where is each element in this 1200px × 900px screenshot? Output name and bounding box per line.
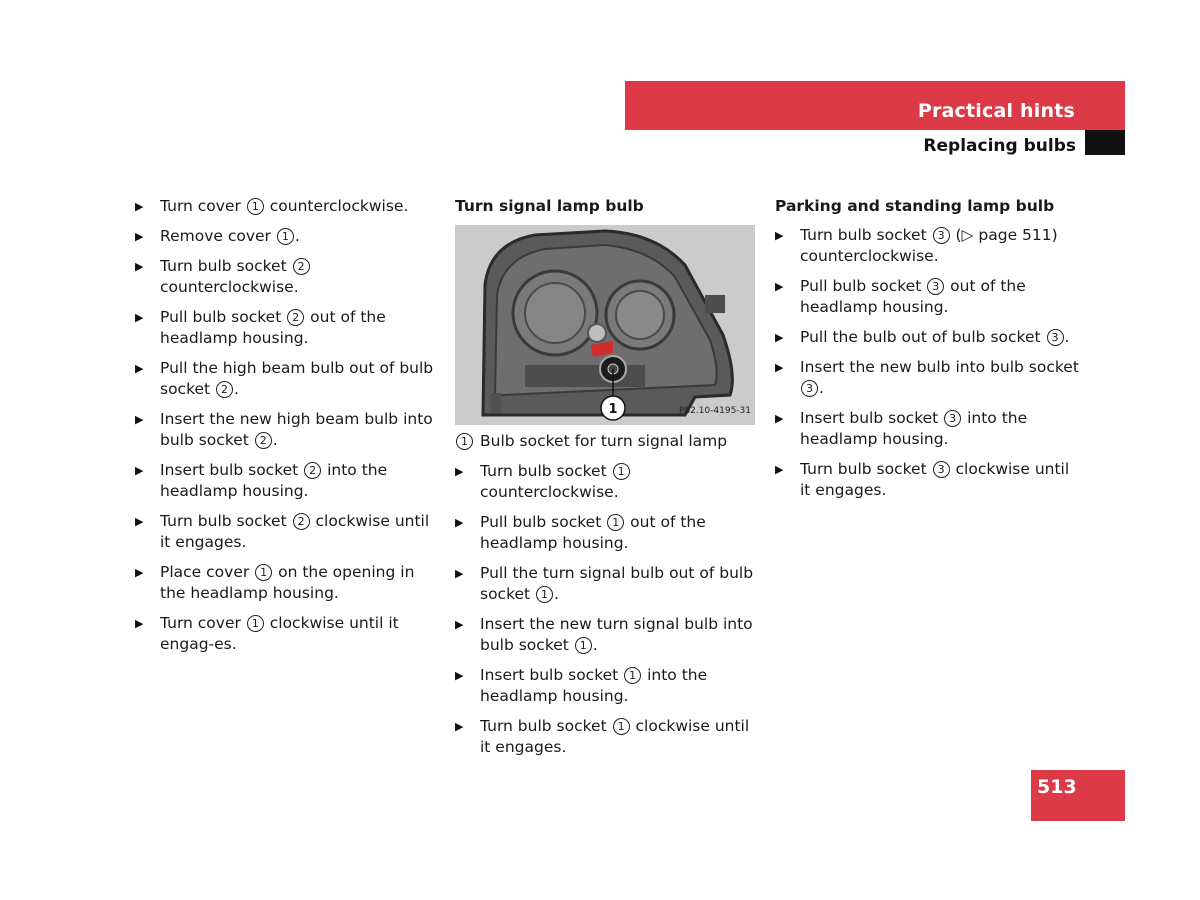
step-text-after: .: [272, 431, 278, 449]
step-text-before: Turn bulb socket: [160, 257, 292, 275]
step-text-after: clockwise until it engages.: [160, 512, 430, 551]
step-text-after: clockwise until it engages.: [800, 460, 1070, 499]
step-text-after: .: [819, 379, 824, 397]
step-text: [480, 461, 760, 503]
page-number-box: [1031, 770, 1125, 821]
step-item: [775, 327, 1080, 348]
step-text-after: .: [234, 380, 239, 398]
bullet-arrow-icon: ▶: [775, 463, 784, 476]
step-text: [160, 613, 440, 655]
caption-ref: 1: [456, 433, 473, 450]
ref-number: 1: [624, 667, 641, 684]
step-text-before: Turn bulb socket: [800, 460, 932, 478]
bullet-arrow-icon: ▶: [455, 618, 464, 631]
step-text-before: Pull bulb socket: [480, 513, 607, 531]
step-text-after: on the opening in the headlamp housing.: [160, 563, 415, 602]
bullet-arrow-icon: ▶: [455, 465, 464, 478]
section-title: Practical hints: [917, 100, 1075, 122]
ref-number: 3: [927, 278, 944, 295]
step-item: [775, 276, 1080, 318]
step-item: [775, 408, 1080, 450]
step-text-after: into the headlamp housing.: [160, 461, 388, 500]
step-text-before: Turn cover: [160, 614, 246, 632]
headlamp-illustration: [455, 225, 755, 425]
column-2: [455, 196, 760, 767]
bullet-arrow-icon: ▶: [455, 720, 464, 733]
ref-number: 3: [933, 227, 950, 244]
turn-signal-heading: Turn signal lamp bulb: [455, 197, 644, 215]
bullet-arrow-icon: ▶: [455, 567, 464, 580]
parking-lamp-heading: Parking and standing lamp bulb: [775, 197, 1055, 215]
ref-number: 1: [575, 637, 592, 654]
ref-number: 2: [255, 432, 272, 449]
step-item: [135, 226, 440, 247]
bullet-arrow-icon: ▶: [135, 362, 144, 375]
bullet-arrow-icon: ▶: [455, 516, 464, 529]
step-text: [160, 511, 440, 553]
step-text-after: clockwise until it engag-es.: [160, 614, 399, 653]
step-text: [480, 512, 760, 554]
bullet-arrow-icon: ▶: [135, 260, 144, 273]
bullet-arrow-icon: ▶: [135, 200, 144, 213]
step-list: [135, 196, 440, 655]
step-text-before: Turn bulb socket: [160, 512, 292, 530]
step-text-after: clockwise until it engages.: [480, 717, 750, 756]
step-item: [775, 459, 1080, 501]
ref-number: 2: [216, 381, 233, 398]
step-text-after: .: [1064, 328, 1070, 346]
step-text-after: out of the headlamp housing.: [160, 308, 386, 347]
figure-callout: 1: [608, 402, 618, 417]
step-text-before: Turn bulb socket: [480, 717, 612, 735]
step-text: [800, 276, 1080, 318]
step-text: [160, 196, 408, 217]
bullet-arrow-icon: ▶: [135, 464, 144, 477]
ref-number: 3: [944, 410, 961, 427]
step-text-before: Pull the bulb out of bulb socket: [800, 328, 1046, 346]
step-text: [160, 307, 440, 349]
step-text: [160, 256, 440, 298]
step-item: [135, 358, 440, 400]
step-text: [160, 226, 300, 247]
step-text-before: Insert the new turn signal bulb into bulb socket: [480, 615, 753, 654]
bullet-arrow-icon: ▶: [135, 515, 144, 528]
ref-number: 1: [247, 198, 264, 215]
ref-number: 1: [255, 564, 272, 581]
bullet-arrow-icon: ▶: [135, 617, 144, 630]
ref-number: 1: [613, 463, 630, 480]
step-text: [800, 225, 1080, 267]
step-text-before: Turn cover: [160, 197, 246, 215]
bullet-arrow-icon: ▶: [775, 229, 784, 242]
step-text-after: out of the headlamp housing.: [800, 277, 1026, 316]
step-text-after: .: [294, 227, 300, 245]
step-text-before: Turn bulb socket: [800, 226, 932, 244]
ref-number: 2: [293, 258, 310, 275]
step-item: [775, 357, 1080, 399]
step-item: [135, 460, 440, 502]
column-1: [135, 196, 440, 664]
step-item: [135, 307, 440, 349]
step-text: [800, 327, 1069, 348]
step-text-before: Insert the new high beam bulb into bulb socket: [160, 410, 433, 449]
step-text: [160, 409, 440, 451]
step-text: [800, 357, 1080, 399]
step-text-before: Pull bulb socket: [800, 277, 927, 295]
step-text-before: Insert bulb socket: [800, 409, 944, 427]
step-item: [135, 511, 440, 553]
column-3: [775, 196, 1080, 510]
ref-number: 3: [1047, 329, 1064, 346]
ref-number: 3: [933, 461, 950, 478]
bullet-arrow-icon: ▶: [135, 311, 144, 324]
step-item: [135, 256, 440, 298]
ref-number: 2: [304, 462, 321, 479]
page-number: 513: [1037, 776, 1077, 798]
step-list: [775, 225, 1080, 501]
ref-number: 1: [613, 718, 630, 735]
step-text-after: out of the headlamp housing.: [480, 513, 706, 552]
step-item: [135, 196, 440, 217]
caption-text: Bulb socket for turn signal lamp: [480, 432, 728, 450]
ref-number: 3: [801, 380, 818, 397]
step-text: [800, 408, 1080, 450]
step-item: [135, 562, 440, 604]
step-text-after: counterclockwise.: [264, 197, 409, 215]
step-text-before: Turn bulb socket: [480, 462, 612, 480]
step-text: [160, 460, 440, 502]
ref-number: 1: [536, 586, 553, 603]
step-item: [135, 409, 440, 451]
bullet-arrow-icon: ▶: [135, 566, 144, 579]
step-text: [480, 563, 760, 605]
step-text: [480, 614, 760, 656]
step-text-before: Pull the turn signal bulb out of bulb socket: [480, 564, 754, 603]
step-text-before: Insert bulb socket: [160, 461, 304, 479]
step-text: [480, 716, 760, 758]
step-text-after: into the headlamp housing.: [800, 409, 1028, 448]
section-header-band: [625, 81, 1125, 130]
step-text-after: .: [592, 636, 598, 654]
step-item: [455, 716, 760, 758]
bullet-arrow-icon: ▶: [775, 412, 784, 425]
step-text-after: into the headlamp housing.: [480, 666, 708, 705]
bullet-arrow-icon: ▶: [135, 230, 144, 243]
figure-caption: [455, 431, 760, 452]
step-item: [455, 665, 760, 707]
step-text-after: counterclockwise.: [480, 483, 619, 501]
step-item: [455, 512, 760, 554]
step-list: [455, 461, 760, 758]
bullet-arrow-icon: ▶: [775, 280, 784, 293]
step-text-before: Place cover: [160, 563, 255, 581]
step-text: [480, 665, 760, 707]
step-text: [160, 562, 440, 604]
ref-number: 1: [607, 514, 624, 531]
figure-code: P82.10-4195-31: [678, 406, 751, 416]
step-text-after: .: [554, 585, 559, 603]
step-text: [160, 358, 440, 400]
ref-number: 2: [293, 513, 310, 530]
bullet-arrow-icon: ▶: [455, 669, 464, 682]
subsection-marker: [1085, 130, 1125, 155]
step-text-before: Insert bulb socket: [480, 666, 624, 684]
step-item: [455, 614, 760, 656]
ref-number: 1: [277, 228, 294, 245]
step-item: [135, 613, 440, 655]
ref-number: 2: [287, 309, 304, 326]
step-text-before: Pull bulb socket: [160, 308, 287, 326]
step-text-before: Pull the high beam bulb out of bulb socket: [160, 359, 434, 398]
step-item: [455, 563, 760, 605]
step-item: [455, 461, 760, 503]
step-text-before: Remove cover: [160, 227, 276, 245]
step-item: [775, 225, 1080, 267]
step-text: [800, 459, 1080, 501]
step-text-after: (▷ page 511) counterclockwise.: [800, 226, 1058, 265]
step-text-after: counterclockwise.: [160, 278, 299, 296]
step-text-before: Insert the new bulb into bulb socket: [800, 358, 1079, 376]
bullet-arrow-icon: ▶: [775, 331, 784, 344]
bullet-arrow-icon: ▶: [775, 361, 784, 374]
ref-number: 1: [247, 615, 264, 632]
headlamp-figure: [455, 225, 755, 425]
bullet-arrow-icon: ▶: [135, 413, 144, 426]
subsection-title: Replacing bulbs: [923, 136, 1076, 156]
